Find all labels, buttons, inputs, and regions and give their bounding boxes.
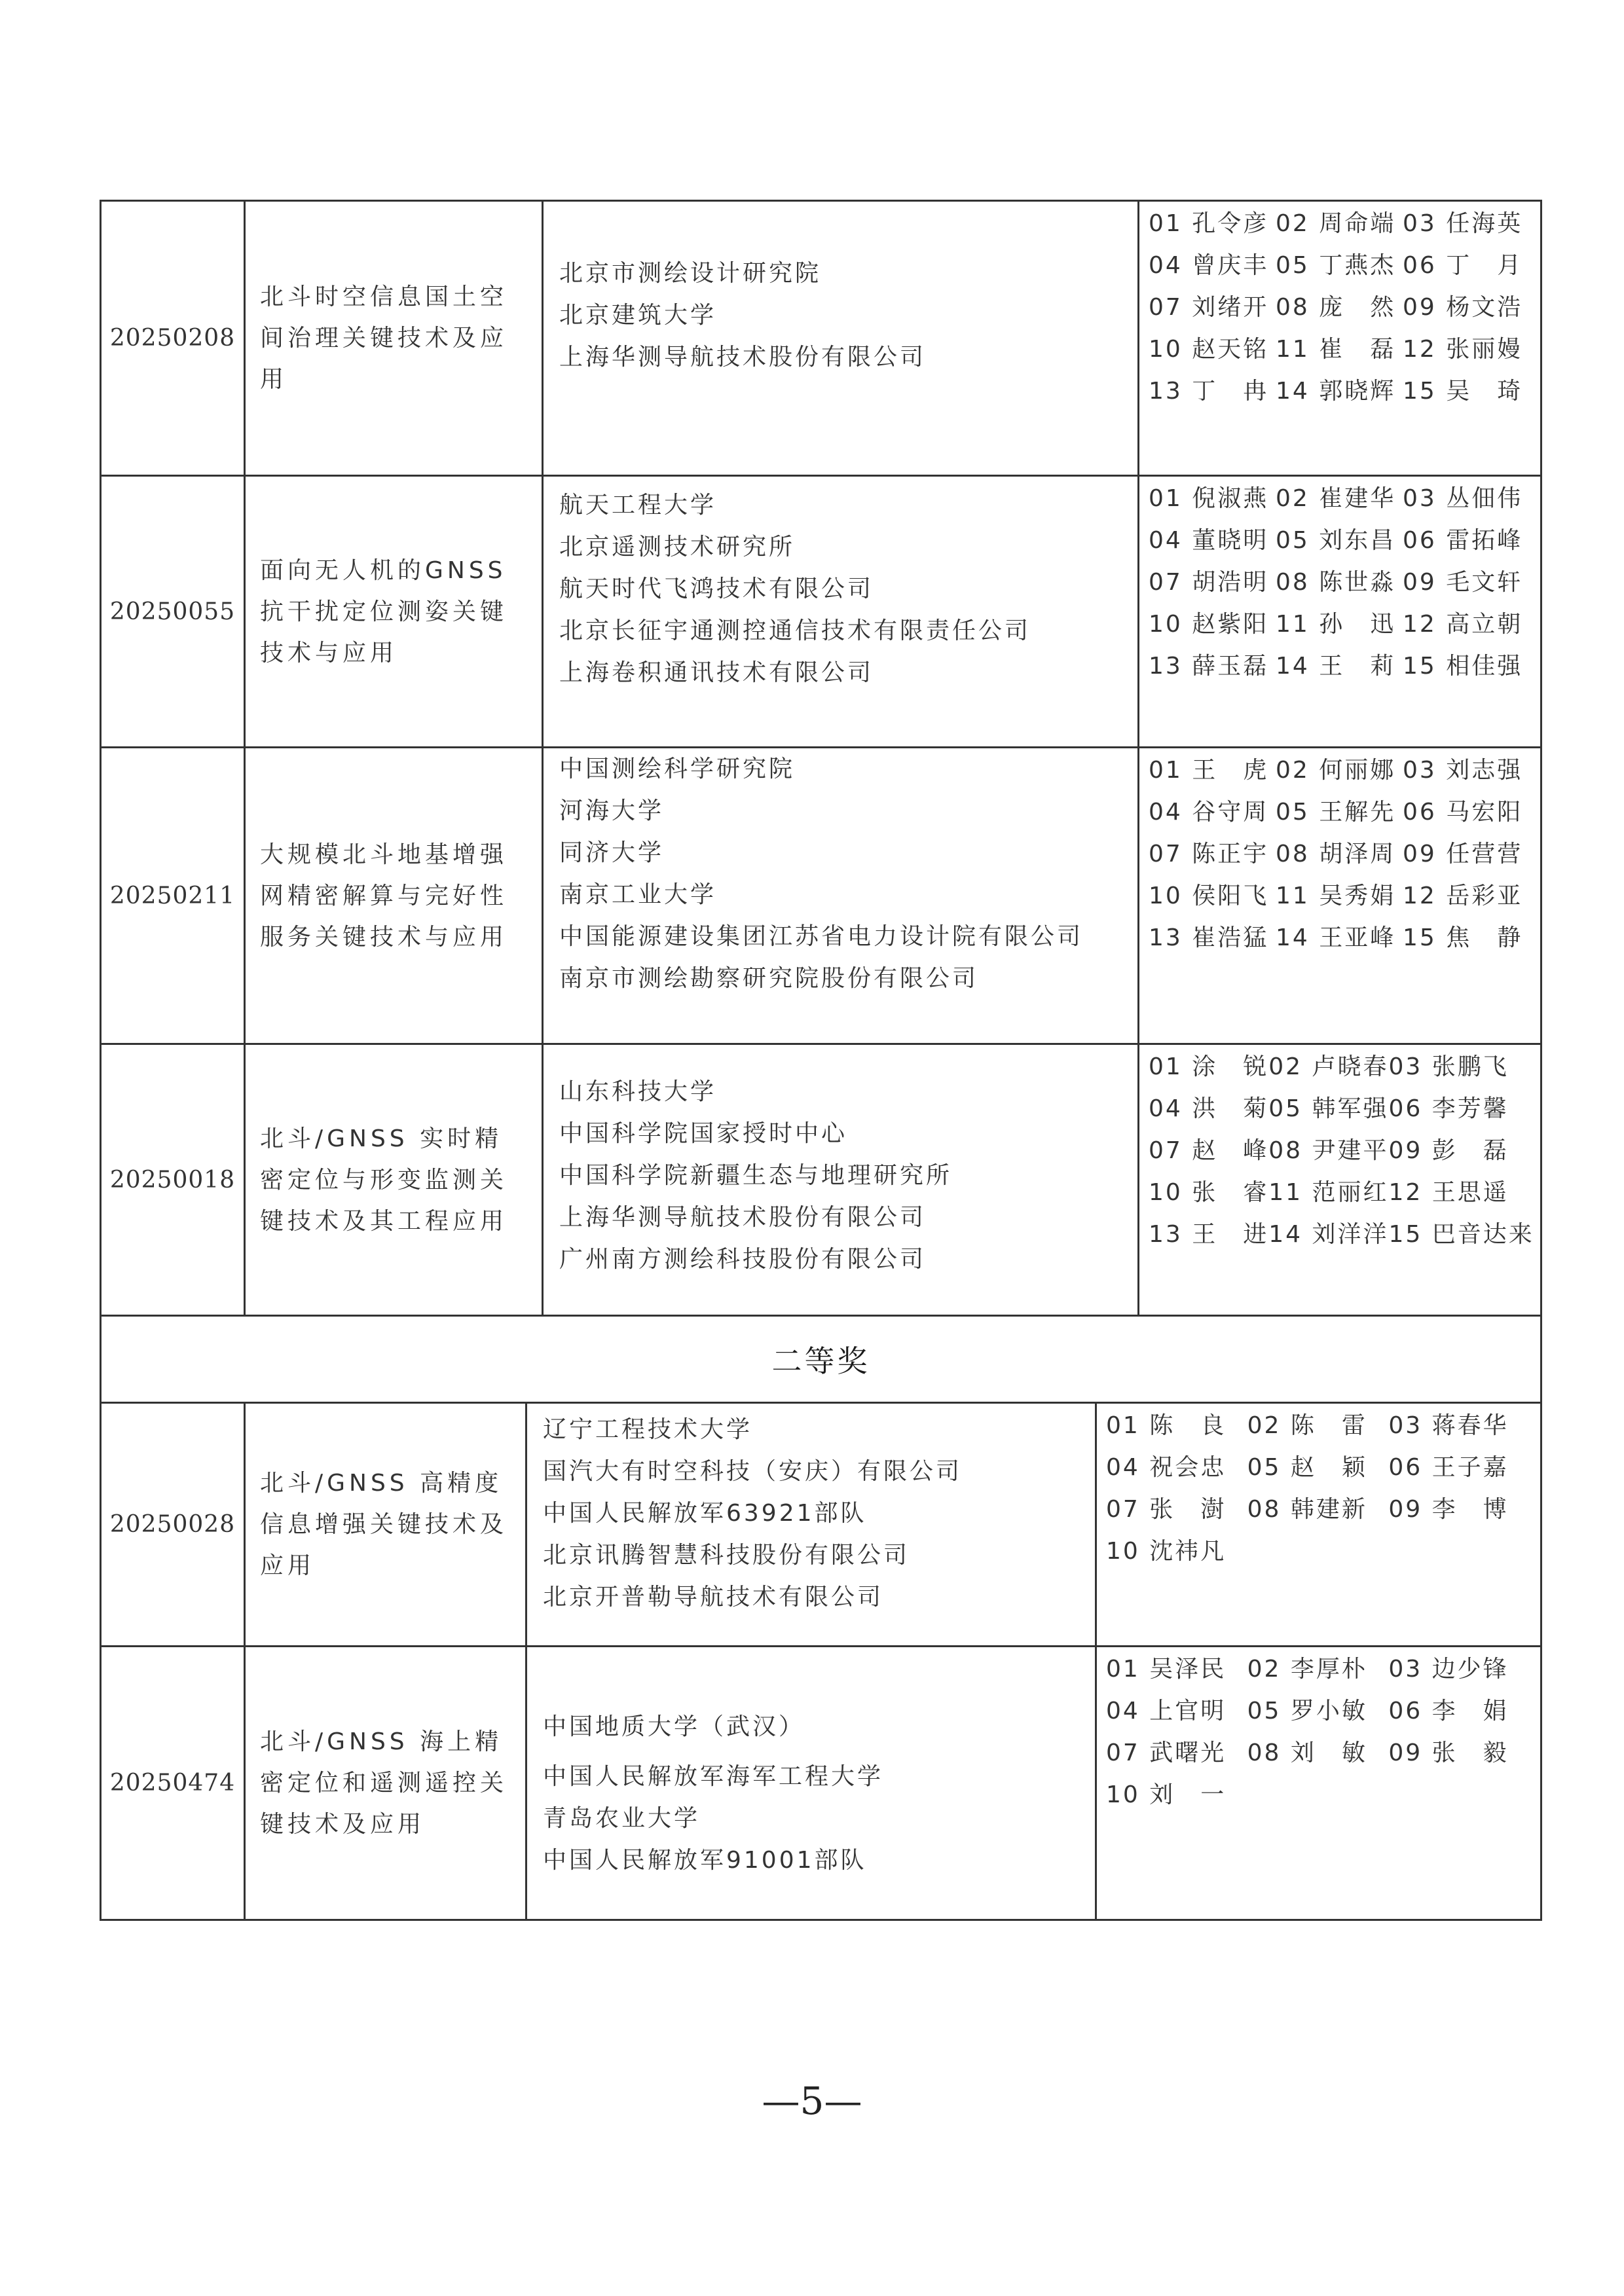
table-row [101, 748, 1540, 1045]
person-item: 01 孔令彦 [1149, 210, 1269, 237]
person-item: 11 吴秀娟 [1276, 883, 1396, 909]
project-title: 面向无人机的GNSS抗干扰定位测姿关键技术与应用 [246, 477, 544, 746]
person-item: 03 边少锋 [1388, 1656, 1509, 1683]
person-item: 15 吴 琦 [1403, 378, 1523, 405]
person-item: 07 陈正宇 [1149, 841, 1269, 867]
person-item: 03 任海英 [1403, 210, 1523, 237]
person-item: 02 何丽娜 [1276, 757, 1396, 784]
person-item: 12 王思遥 [1388, 1179, 1509, 1206]
person-item: 13 薛玉磊 [1149, 653, 1269, 680]
page-number: —5— [762, 2079, 862, 2123]
project-title: 北斗/GNSS 高精度信息增强关键技术及应用 [246, 1404, 527, 1645]
person-item: 05 赵 颖 [1247, 1454, 1367, 1481]
person-item: 11 范丽红 [1268, 1179, 1389, 1206]
person-item: 14 王亚峰 [1276, 924, 1396, 951]
unit-item: 上海华测导航技术股份有限公司 [559, 344, 927, 371]
person-item: 02 周命端 [1276, 210, 1396, 237]
unit-item: 北京讯腾智慧科技股份有限公司 [543, 1542, 910, 1569]
unit-item: 北京遥测技术研究所 [559, 534, 796, 560]
person-item: 05 王解先 [1276, 799, 1396, 826]
person-item: 01 倪淑燕 [1149, 485, 1269, 512]
person-item: 05 刘东昌 [1276, 527, 1396, 554]
unit-item: 南京工业大学 [559, 881, 717, 908]
unit-item: 中国人民解放军63921部队 [543, 1500, 867, 1527]
project-code: 20250028 [101, 1404, 246, 1645]
person-item: 04 谷守周 [1149, 799, 1269, 826]
unit-item: 辽宁工程技术大学 [543, 1416, 753, 1443]
person-item: 12 岳彩亚 [1403, 883, 1523, 909]
table-row [101, 1647, 1540, 1919]
person-item: 04 洪 菊 [1149, 1095, 1269, 1122]
person-item: 03 刘志强 [1403, 757, 1523, 784]
person-item: 03 张鹏飞 [1388, 1053, 1509, 1080]
unit-item: 中国人民解放军91001部队 [543, 1847, 867, 1874]
table-row [101, 202, 1540, 477]
person-item: 06 马宏阳 [1403, 799, 1523, 826]
person-item: 07 赵 峰 [1149, 1137, 1269, 1164]
person-item: 06 李芳馨 [1388, 1095, 1509, 1122]
unit-list [527, 1404, 1097, 1645]
unit-item: 航天时代飞鸿技术有限公司 [559, 575, 874, 602]
person-item: 14 刘洋洋 [1268, 1221, 1389, 1248]
person-item: 09 任营营 [1403, 841, 1523, 867]
person-item: 08 庞 然 [1276, 294, 1396, 321]
person-item: 08 韩建新 [1247, 1496, 1367, 1523]
person-item: 07 刘绪开 [1149, 294, 1269, 321]
person-item: 12 高立朝 [1403, 611, 1523, 638]
person-item: 09 杨文浩 [1403, 294, 1523, 321]
person-item: 05 罗小敏 [1247, 1698, 1367, 1724]
people-list [1139, 1045, 1540, 1315]
unit-item: 河海大学 [559, 797, 665, 824]
unit-list [544, 202, 1139, 475]
person-item: 13 王 进 [1149, 1221, 1269, 1248]
person-item: 05 韩军强 [1268, 1095, 1389, 1122]
person-item: 10 侯阳飞 [1149, 883, 1269, 909]
person-item: 04 祝会忠 [1106, 1454, 1227, 1481]
person-item: 02 崔建华 [1276, 485, 1396, 512]
person-item: 01 吴泽民 [1106, 1656, 1227, 1683]
project-code: 20250474 [101, 1647, 246, 1919]
unit-item: 国汽大有时空科技（安庆）有限公司 [543, 1458, 963, 1485]
person-item: 07 张 澍 [1106, 1496, 1227, 1523]
unit-item: 南京市测绘勘察研究院股份有限公司 [559, 965, 979, 992]
project-code: 20250211 [101, 748, 246, 1043]
unit-list [544, 1045, 1139, 1315]
person-item: 06 雷拓峰 [1403, 527, 1523, 554]
unit-list [544, 477, 1139, 746]
table-row [101, 477, 1540, 748]
project-title: 北斗时空信息国土空间治理关键技术及应用 [246, 202, 544, 475]
person-item: 04 董晓明 [1149, 527, 1269, 554]
person-item: 13 丁 冉 [1149, 378, 1269, 405]
person-item: 02 陈 雷 [1247, 1412, 1367, 1439]
unit-item: 上海华测导航技术股份有限公司 [559, 1204, 927, 1231]
person-item: 02 卢晓春 [1268, 1053, 1389, 1080]
people-list [1139, 202, 1540, 475]
unit-item: 青岛农业大学 [543, 1805, 701, 1832]
person-item: 09 张 毅 [1388, 1740, 1509, 1766]
person-item: 13 崔浩猛 [1149, 924, 1269, 951]
person-item: 09 李 博 [1388, 1496, 1509, 1523]
person-item: 08 尹建平 [1268, 1137, 1389, 1164]
unit-list [544, 748, 1139, 1043]
project-title: 北斗/GNSS 海上精密定位和遥测遥控关键技术及应用 [246, 1647, 527, 1919]
person-item: 12 张丽嫚 [1403, 336, 1523, 363]
person-item: 03 蒋春华 [1388, 1412, 1509, 1439]
unit-item: 中国能源建设集团江苏省电力设计院有限公司 [559, 923, 1084, 950]
people-list [1139, 748, 1540, 1043]
unit-item: 中国地质大学（武汉） [543, 1713, 805, 1740]
project-title: 北斗/GNSS 实时精密定位与形变监测关键技术及其工程应用 [246, 1045, 544, 1315]
unit-list [527, 1647, 1097, 1919]
people-list [1097, 1647, 1540, 1919]
person-item: 10 刘 一 [1106, 1781, 1227, 1808]
project-code: 20250055 [101, 477, 246, 746]
person-item: 15 焦 静 [1403, 924, 1523, 951]
unit-item: 北京建筑大学 [559, 302, 717, 329]
person-item: 10 沈祎凡 [1106, 1538, 1227, 1565]
person-item: 10 赵紫阳 [1149, 611, 1269, 638]
person-item: 15 巴音达来 [1388, 1221, 1534, 1248]
person-item: 11 崔 磊 [1276, 336, 1396, 363]
unit-item: 中国人民解放军海军工程大学 [543, 1763, 884, 1790]
unit-item: 中国科学院新疆生态与地理研究所 [559, 1162, 953, 1189]
person-item: 06 王子嘉 [1388, 1454, 1509, 1481]
person-item: 07 胡浩明 [1149, 569, 1269, 596]
awards-table [100, 200, 1542, 1921]
person-item: 11 孙 迅 [1276, 611, 1396, 638]
person-item: 02 李厚朴 [1247, 1656, 1367, 1683]
person-item: 05 丁燕杰 [1276, 252, 1396, 279]
table-row [101, 1045, 1540, 1317]
person-item: 01 陈 良 [1106, 1412, 1227, 1439]
project-title: 大规模北斗地基增强网精密解算与完好性服务关键技术与应用 [246, 748, 544, 1043]
person-item: 04 曾庆丰 [1149, 252, 1269, 279]
person-item: 04 上官明 [1106, 1698, 1227, 1724]
unit-item: 上海卷积通讯技术有限公司 [559, 659, 874, 686]
project-code: 20250208 [101, 202, 246, 475]
unit-item: 中国科学院国家授时中心 [559, 1120, 848, 1147]
unit-item: 航天工程大学 [559, 492, 717, 519]
person-item: 15 相佳强 [1403, 653, 1523, 680]
person-item: 14 王 莉 [1276, 653, 1396, 680]
people-list [1097, 1404, 1540, 1645]
person-item: 01 王 虎 [1149, 757, 1269, 784]
person-item: 08 陈世淼 [1276, 569, 1396, 596]
unit-item: 北京开普勒导航技术有限公司 [543, 1584, 884, 1611]
person-item: 09 彭 磊 [1388, 1137, 1509, 1164]
person-item: 06 李 娟 [1388, 1698, 1509, 1724]
person-item: 14 郭晓辉 [1276, 378, 1396, 405]
section-heading: 二等奖 [101, 1317, 1540, 1404]
unit-item: 山东科技大学 [559, 1078, 717, 1105]
person-item: 09 毛文轩 [1403, 569, 1523, 596]
people-list [1139, 477, 1540, 746]
person-item: 10 张 睿 [1149, 1179, 1269, 1206]
unit-item: 广州南方测绘科技股份有限公司 [559, 1246, 927, 1273]
unit-item: 中国测绘科学研究院 [559, 756, 796, 782]
person-item: 03 丛佃伟 [1403, 485, 1523, 512]
person-item: 01 涂 锐 [1149, 1053, 1269, 1080]
person-item: 07 武曙光 [1106, 1740, 1227, 1766]
person-item: 10 赵天铭 [1149, 336, 1269, 363]
person-item: 06 丁 月 [1403, 252, 1523, 279]
project-code: 20250018 [101, 1045, 246, 1315]
unit-item: 同济大学 [559, 839, 665, 866]
person-item: 08 刘 敏 [1247, 1740, 1367, 1766]
person-item: 08 胡泽周 [1276, 841, 1396, 867]
unit-item: 北京长征宇通测控通信技术有限责任公司 [559, 617, 1031, 644]
table-row [101, 1404, 1540, 1647]
unit-item: 北京市测绘设计研究院 [559, 260, 822, 287]
